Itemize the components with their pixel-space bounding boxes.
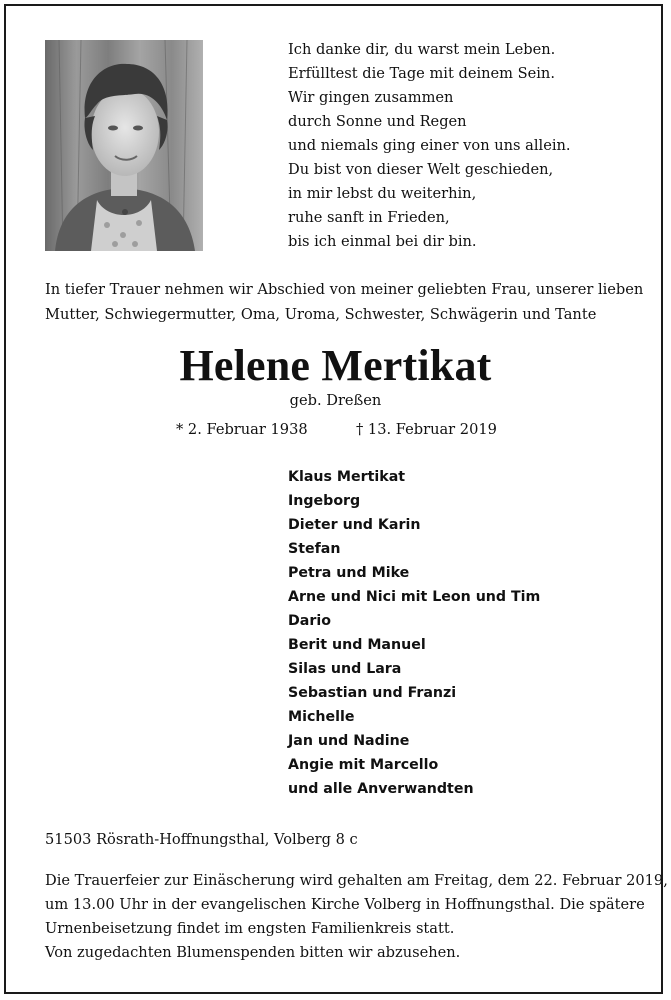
funeral-notice bbox=[45, 869, 668, 965]
poem-line: durch Sonne und Regen bbox=[288, 113, 467, 130]
poem-line: in mir lebst du weiterhin, bbox=[288, 185, 477, 202]
family-member: Jan und Nadine bbox=[288, 733, 410, 749]
portrait-photo-icon bbox=[45, 40, 203, 251]
portrait-photo bbox=[45, 40, 203, 251]
family-member: Ingeborg bbox=[288, 493, 361, 509]
poem-line: Erfülltest die Tage mit deinem Sein. bbox=[288, 65, 555, 82]
deceased-name: Helene Mertikat bbox=[179, 341, 492, 390]
family-member: Sebastian und Franzi bbox=[288, 685, 457, 701]
intro-line-2: Mutter, Schwiegermutter, Oma, Uroma, Schwester, Schwägerin und Tante bbox=[45, 305, 597, 323]
poem-line: bis ich einmal bei dir bin. bbox=[288, 233, 477, 250]
family-member: Berit und Manuel bbox=[288, 637, 426, 653]
death-date: † 13. Februar 2019 bbox=[356, 421, 497, 438]
family-member: Silas und Lara bbox=[288, 661, 402, 677]
intro-text bbox=[45, 278, 644, 327]
birth-date: * 2. Februar 1938 bbox=[176, 421, 308, 438]
notice-line: Von zugedachten Blumenspenden bitten wir abzusehen. bbox=[45, 944, 461, 961]
notice-line: Die Trauerfeier zur Einäscherung wird gehalten am Freitag, dem 22. Februar 2019, bbox=[45, 872, 668, 889]
birth-name: geb. Dreßen bbox=[289, 392, 382, 409]
family-member: Michelle bbox=[288, 709, 355, 725]
family-member: und alle Anverwandten bbox=[288, 781, 474, 797]
notice-line: Urnenbeisetzung findet im engsten Familienkreis statt. bbox=[45, 920, 455, 937]
poem-line: Ich danke dir, du warst mein Leben. bbox=[288, 41, 556, 58]
poem bbox=[288, 38, 628, 254]
poem-line: ruhe sanft in Frieden, bbox=[288, 209, 450, 226]
family-member: Arne und Nici mit Leon und Tim bbox=[288, 589, 541, 605]
family-member: Angie mit Marcello bbox=[288, 757, 439, 773]
family-member: Dario bbox=[288, 613, 331, 629]
family-member: Stefan bbox=[288, 541, 341, 557]
intro-line-1: In tiefer Trauer nehmen wir Abschied von meiner geliebten Frau, unserer lieben bbox=[45, 281, 644, 298]
family-member: Dieter und Karin bbox=[288, 517, 421, 533]
family-member: Klaus Mertikat bbox=[288, 469, 406, 485]
poem-line: Wir gingen zusammen bbox=[288, 89, 454, 106]
poem-line: und niemals ging einer von uns allein. bbox=[288, 137, 571, 154]
family-member: Petra und Mike bbox=[288, 565, 410, 581]
poem-line: Du bist von dieser Welt geschieden, bbox=[288, 161, 554, 178]
notice-line: um 13.00 Uhr in der evangelischen Kirche Volberg in Hoffnungsthal. Die spätere bbox=[45, 896, 645, 913]
address: 51503 Rösrath-Hoffnungsthal, Volberg 8 c bbox=[45, 831, 358, 848]
family-list bbox=[288, 465, 540, 801]
